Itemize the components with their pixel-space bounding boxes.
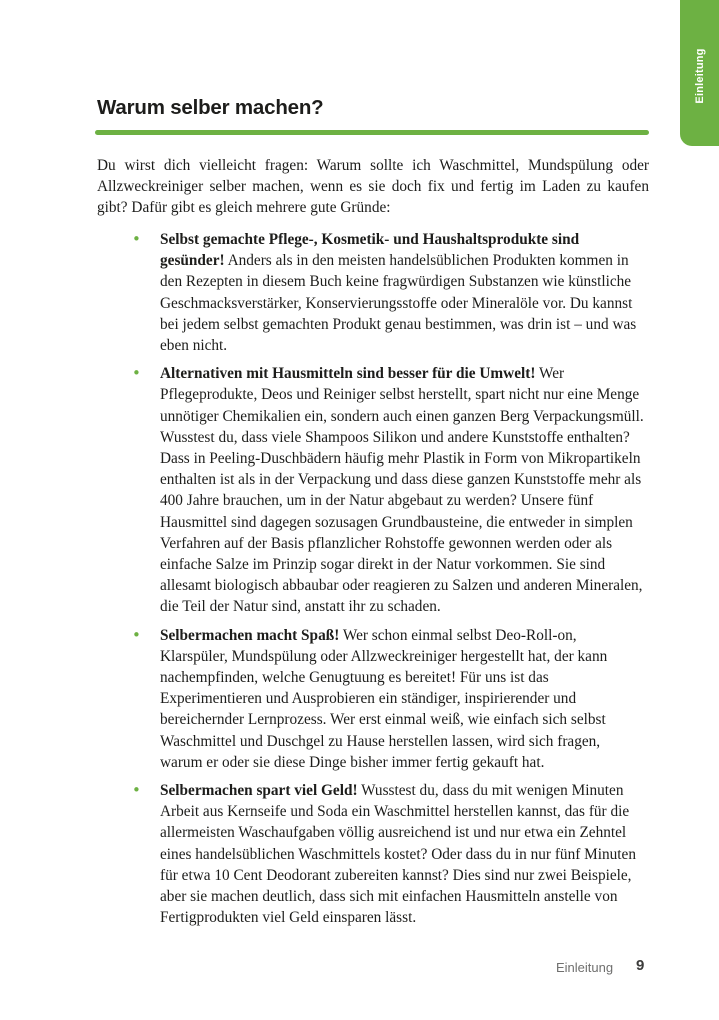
list-item-text: Wer schon einmal selbst Deo-Roll-on, Klarspüler, Mundspülung oder Allzweckreiniger hergestellt hat, der kann nachempfinden, welche Genugtuung es bereitet! Für uns ist das Experimentieren und Ausprobieren ein ständiger, inspirierender und bereichernder Lernprozess. Wer erst einmal weiß, wie einfach sich selbst Waschmittel und Duschgel zu Hause herstellen lassen, wird sich fragen, warum er oder sie diese Dinge bisher immer fertig gekauft hat. <box>160 626 608 771</box>
heading-underline <box>95 130 649 135</box>
list-item-lead: Selbermachen spart viel Geld! <box>160 782 358 800</box>
list-item <box>132 780 644 928</box>
page-number: 9 <box>636 957 645 974</box>
list-item-text: Wer Pflegeprodukte, Deos und Reiniger selbst herstellt, spart nicht nur eine Menge unnötiger Chemikalien ein, sondern auch einen ganzen Berg Verpackungsmüll. Wusstest du, dass viele Shampoos Silikon und andere Kunststoffe enthalten? Dass in Peeling-Duschbädern häufig mehr Plastik in Form von Mikropartikeln enthalten ist als in der Verpackung und dass diese ganzen Kunststoffe mehr als 400 Jahre brauchen, um in der Natur abgebaut zu werden? Unsere fünf Hausmittel sind dagegen sozusagen Grundbausteine, die entweder in simplen Verfahren auf der Basis pflanzlicher Rohstoffe gewonnen werden oder als einfache Salze im Prinzip sogar direkt in der Natur vorkommen. Sie sind allesamt biologisch abbaubar oder reagieren zu Salzen und anderen Mineralen, die Teil der Natur sind, anstatt ihr zu schaden. <box>160 365 644 616</box>
chapter-tab <box>680 0 719 146</box>
list-item <box>132 363 644 617</box>
list-item-lead: Selbermachen macht Spaß! <box>160 626 340 644</box>
list-item <box>132 229 644 356</box>
bullet-dot-icon: • <box>132 781 141 800</box>
footer-chapter-label: Einleitung <box>556 960 614 975</box>
bullet-dot-icon: • <box>132 625 141 644</box>
list-item-lead: Alternativen mit Hausmitteln sind besser für die Umwelt! <box>160 365 536 383</box>
bullet-dot-icon: • <box>132 364 141 383</box>
list-item-lead: Selbst gemachte Pflege-, Kosmetik- und Haushaltsprodukte sind gesünder! <box>160 231 580 270</box>
page-title: Warum selber machen? <box>97 96 324 119</box>
chapter-tab-label: Einleitung <box>693 48 706 104</box>
bullet-dot-icon: • <box>132 230 141 248</box>
list-item-text: Anders als in den meisten handelsüblichen Produkten kommen in den Rezepten in diesem Buch keine fragwürdigen Substanzen wie künstliche Geschmacksverstärker, Konservierungsstoffe oder Mineralöle vor. Du kannst bei jedem selbst gemachten Produkt genau bestimmen, was drin ist – und was eben nicht. <box>160 252 637 355</box>
list-item <box>132 625 644 773</box>
list-item-text: Wusstest du, dass du mit wenigen Minuten Arbeit aus Kernseife und Soda ein Waschmittel herstellen kannst, das für die allermeisten Waschaufgaben völlig ausreichend ist und nur etwa ein Zehntel eines handelsüblichen Waschmittels kostet? Oder dass du in nur fünf Minuten für etwa 10 Cent Deodorant zubereiten kannst? Dies sind nur zwei Beispiele, aber sie machen deutlich, dass sich mit einfachen Hausmitteln anstelle von Fertigprodukten viel Geld einsparen lässt. <box>160 782 636 927</box>
intro-paragraph: Du wirst dich vielleicht fragen: Warum sollte ich Waschmittel, Mundspülung oder Allzweckreiniger selber machen, wenn es sie doch fix und fertig im Laden zu kaufen gibt? Dafür gibt es gleich mehrere gute Gründe: <box>97 157 649 217</box>
reasons-list <box>0 229 719 936</box>
